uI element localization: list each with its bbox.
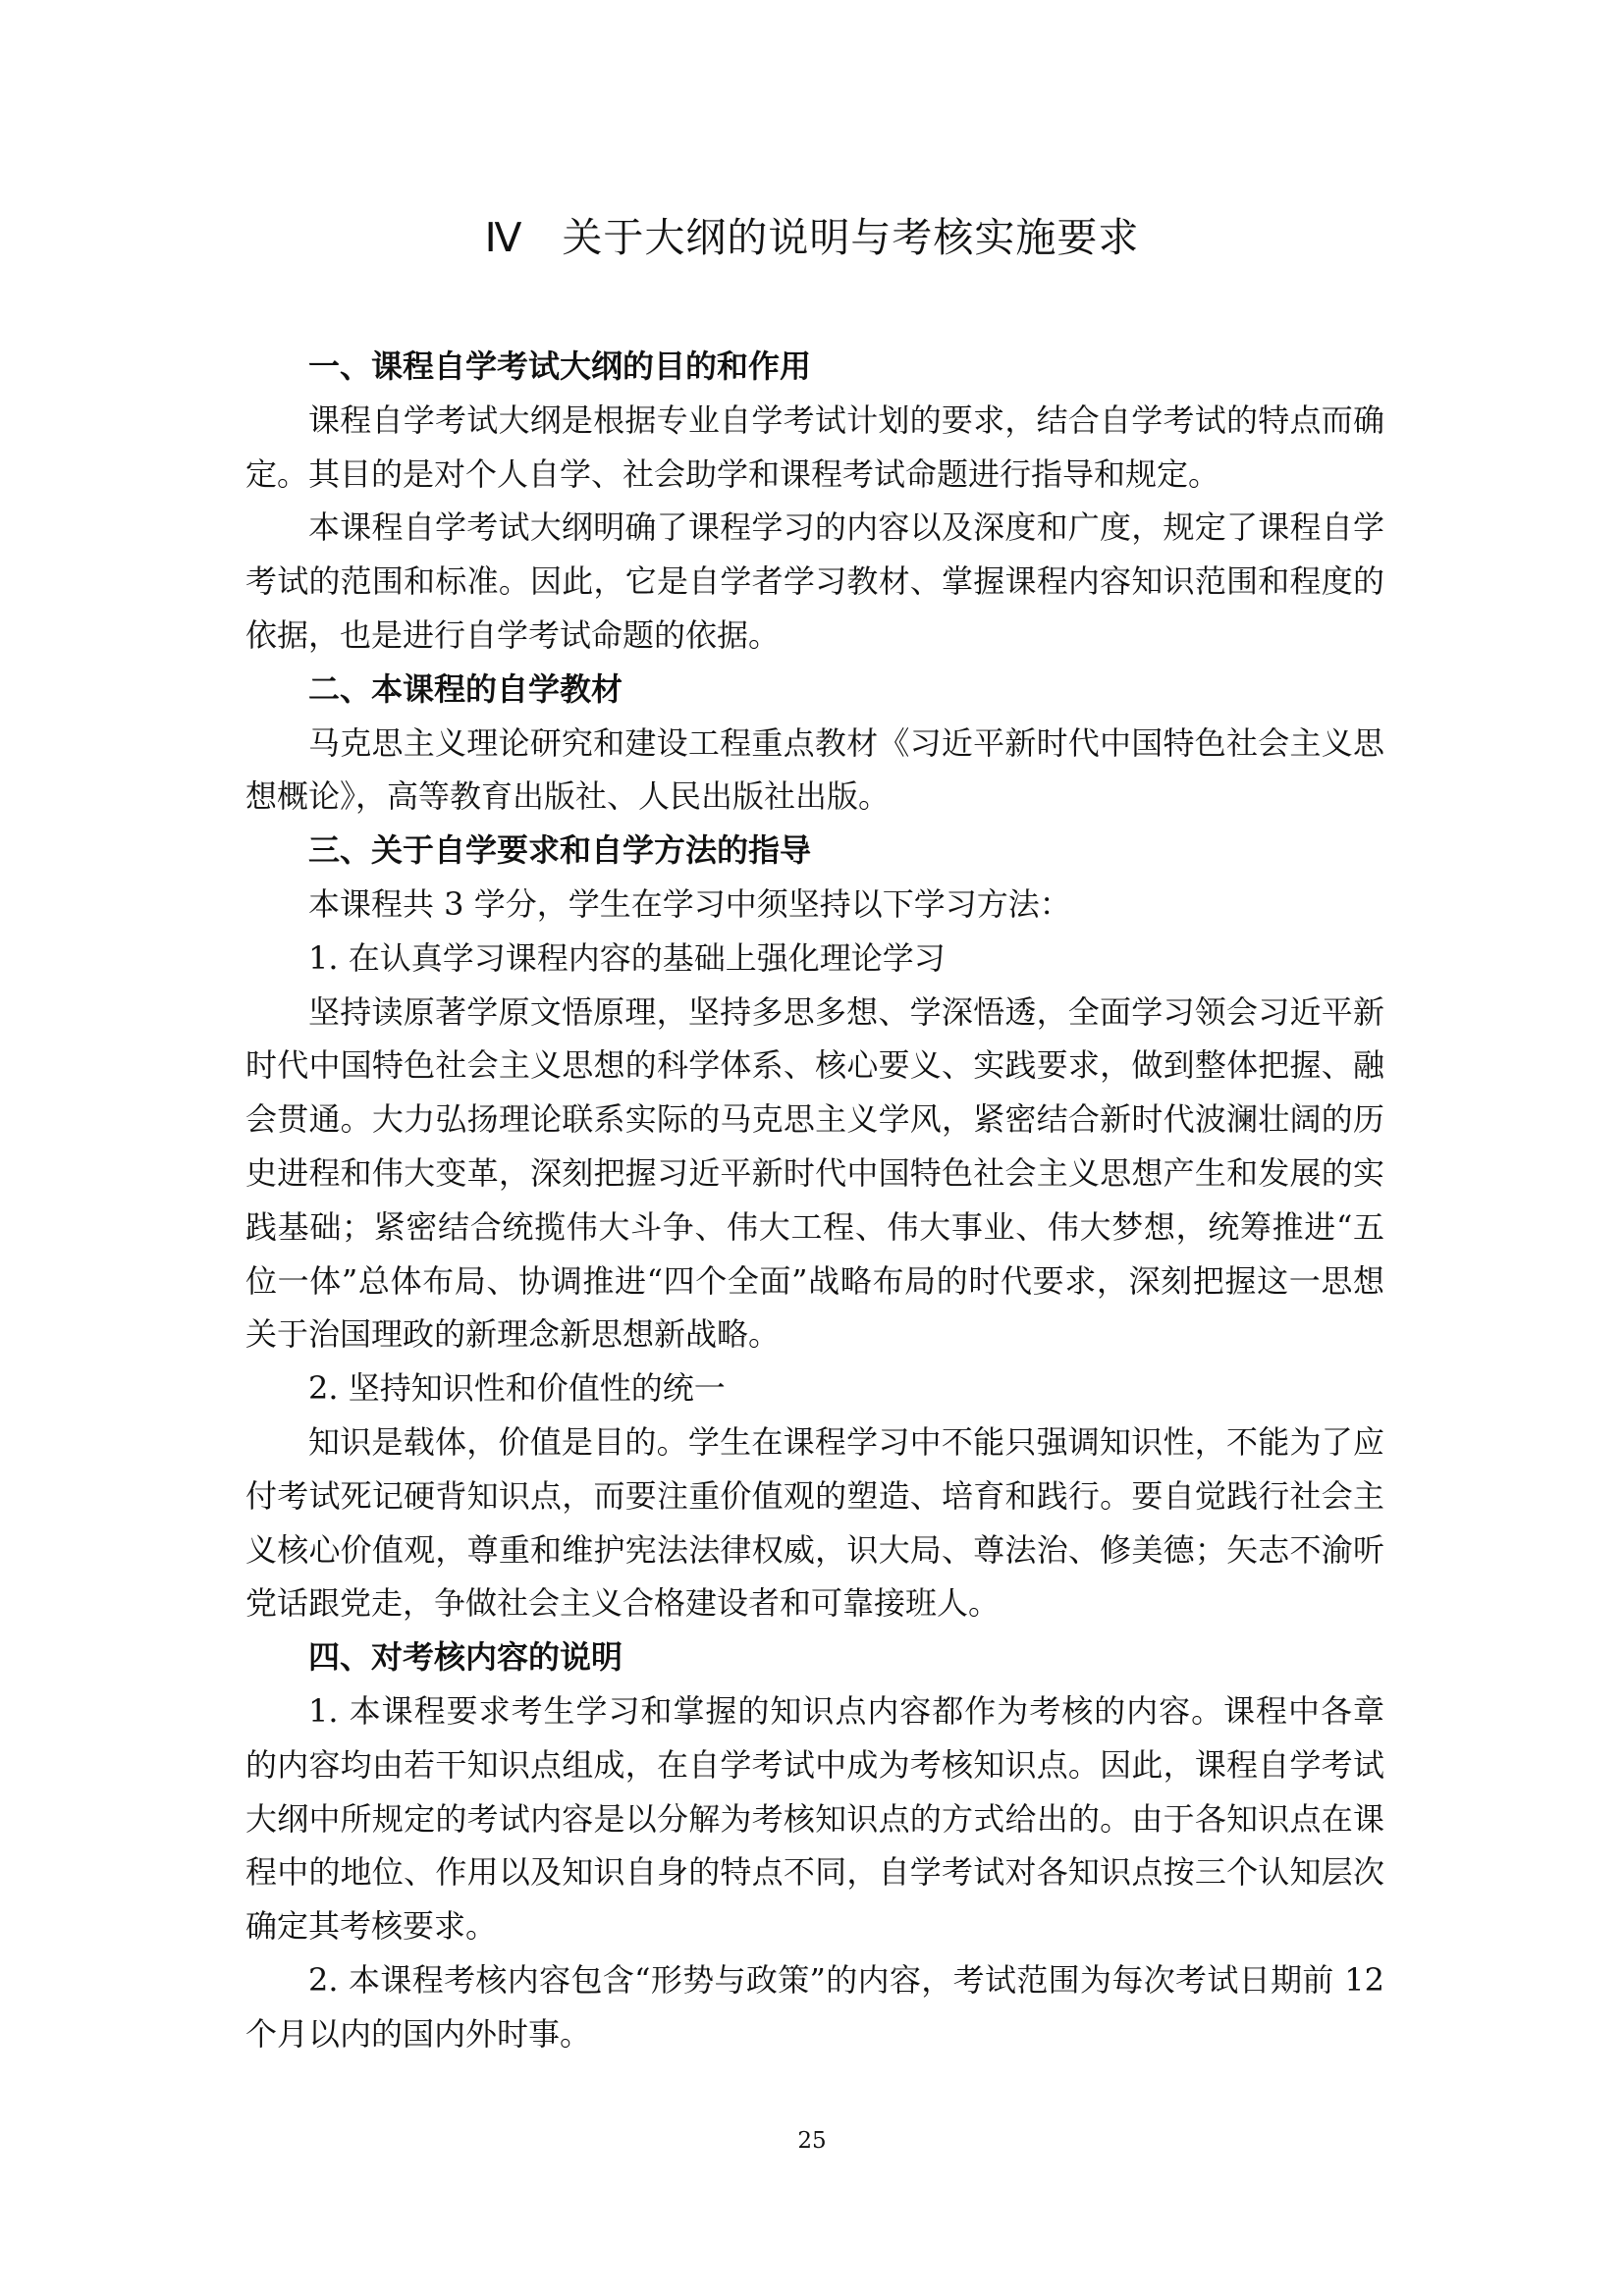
paragraph: 马克思主义理论研究和建设工程重点教材《习近平新时代中国特色社会主义思想概论》，高等教育出版社、人民出版社出版。 [245,723,1384,816]
title-number: Ⅳ [484,214,523,261]
section-heading: 四、对考核内容的说明 [308,1638,623,1677]
paragraph: 坚持读原著学原文悟原理，坚持多思多想、学深悟透，全面学习领会习近平新时代中国特色社会主义思想的科学体系、核心要义、实践要求，做到整体把握、融会贯通。大力弘扬理论联系实际的马克思主义学风，紧密结合新时代波澜壮阔的历史进程和伟大变革，深刻把握习近平新时代中国特色社会主义思想产生和发展的实践基础；紧密结合统揽伟大斗争、伟大工程、伟大事业、伟大梦想，统筹推进“五位一体”总体布局、协调推进“四个全面”战略布局的时代要求，深刻把握这一思想关于治国理政的新理念新思想新战略。 [245,992,1384,1354]
subheading: 2. 坚持知识性和价值性的统一 [308,1369,726,1408]
page-number: 25 [797,2128,827,2154]
document-body [245,340,1384,2061]
section-heading: 三、关于自学要求和自学方法的指导 [308,831,812,870]
section-heading: 二、本课程的自学教材 [308,669,623,708]
title-text: 关于大纲的说明与考核实施要求 [562,214,1140,261]
paragraph: 1. 本课程要求考生学习和掌握的知识点内容都作为考核的内容。课程中各章的内容均由若干知识点组成，在自学考试中成为考核知识点。因此，课程自学考试大纲中所规定的考试内容是以分解为考核知识点的方式给出的。由于各知识点在课程中的地位、作用以及知识自身的特点不同，自学考试对各知识点按三个认知层次确定其考核要求。 [245,1691,1384,1946]
subheading: 1. 在认真学习课程内容的基础上强化理论学习 [308,938,946,977]
paragraph: 课程自学考试大纲是根据专业自学考试计划的要求，结合自学考试的特点而确定。其目的是对个人自学、社会助学和课程考试命题进行指导和规定。 [245,400,1384,493]
paragraph: 2. 本课程考核内容包含“形势与政策”的内容，考试范围为每次考试日期前 12 个月以内的国内外时事。 [245,1960,1384,2053]
paragraph: 知识是载体，价值是目的。学生在课程学习中不能只强调知识性，不能为了应付考试死记硬背知识点，而要注重价值观的塑造、培育和践行。要自觉践行社会主义核心价值观，尊重和维护宪法法律权威，识大局、尊法治、修美德；矢志不渝听党话跟党走，争做社会主义合格建设者和可靠接班人。 [245,1422,1384,1623]
section-heading: 一、课程自学考试大纲的目的和作用 [308,347,812,385]
page-title [0,208,1624,267]
paragraph: 本课程共 3 学分，学生在学习中须坚持以下学习方法： [308,884,1071,923]
paragraph: 本课程自学考试大纲明确了课程学习的内容以及深度和广度，规定了课程自学考试的范围和标准。因此，它是自学者学习教材、掌握课程内容知识范围和程度的依据，也是进行自学考试命题的依据。 [245,508,1384,654]
